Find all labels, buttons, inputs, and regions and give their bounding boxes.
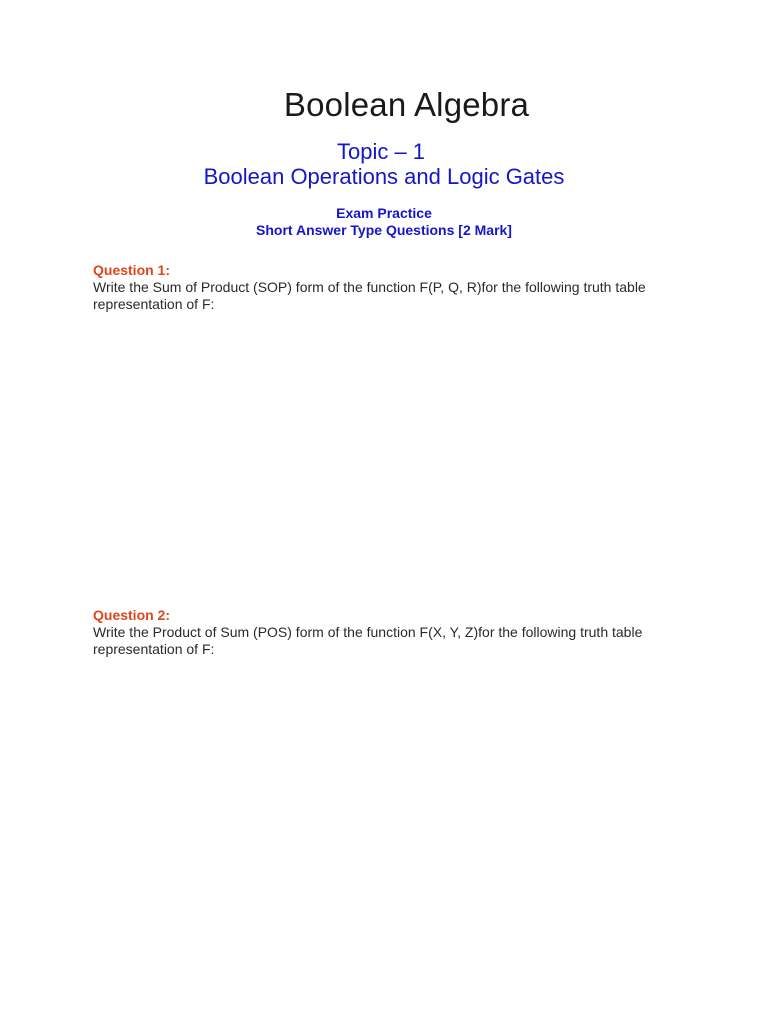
question-label: Question 1: (93, 262, 171, 278)
question-label: Question 2: (93, 607, 171, 623)
topic-title: Boolean Operations and Logic Gates (203, 164, 565, 189)
question-type-heading: Short Answer Type Questions [2 Mark] (256, 222, 512, 238)
document-title: Boolean Algebra (283, 86, 530, 123)
question-text: Write the Product of Sum (POS) form of the function F(X, Y, Z)for the following truth table representation of F: (93, 624, 643, 657)
question-block-2 (93, 607, 683, 658)
exam-practice-heading: Exam Practice (336, 205, 432, 221)
question-text: Write the Sum of Product (SOP) form of the function F(P, Q, R)for the following truth table representation of F: (93, 279, 646, 312)
question-block-1 (93, 262, 683, 313)
topic-number: Topic – 1 (336, 139, 426, 164)
